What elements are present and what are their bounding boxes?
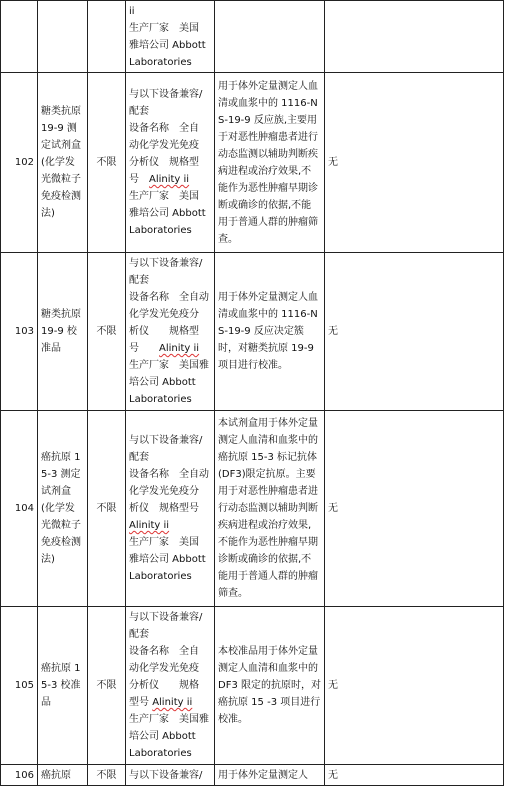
intended-use bbox=[215, 1, 325, 73]
spec-model bbox=[88, 1, 126, 73]
device-line: ii bbox=[129, 5, 135, 17]
device-line: Alinity ii bbox=[129, 520, 170, 531]
device-line: Laboratories bbox=[129, 56, 192, 68]
table-row bbox=[1, 253, 504, 411]
device-compatibility bbox=[126, 253, 215, 411]
device-line: 析仪 规格型 bbox=[129, 326, 199, 337]
device-line: Laboratories bbox=[129, 394, 192, 405]
spec-model: 不限 bbox=[88, 253, 126, 411]
row-number: 106 bbox=[1, 765, 38, 786]
device-line: 与以下设备兼容/ bbox=[129, 612, 203, 623]
device-line: 与以下设备兼容/ bbox=[129, 89, 203, 100]
table-row bbox=[1, 607, 504, 765]
device-line: 与以下设备兼容/ bbox=[129, 769, 203, 781]
intended-use: 用于体外定量测定人血清或血浆中的 1116-NS-19-9 反应族,主要用于对恶性肿瘤患者进行动态监测以辅助判断疾病进程或治疗效果,不能作为恶性肿瘤早期诊断或确诊的依据,不能用于普通人群的肿瘤筛查。 bbox=[215, 73, 325, 253]
device-compatibility bbox=[126, 73, 215, 253]
row-number: 104 bbox=[1, 411, 38, 607]
device-line: 化学发光免疫分 bbox=[129, 309, 199, 320]
remark: 无 bbox=[325, 73, 504, 253]
row-number: 105 bbox=[1, 607, 38, 765]
device-line: 动化学发光免疫 bbox=[129, 140, 199, 151]
device-line: 配套 bbox=[129, 106, 149, 117]
device-compatibility bbox=[126, 1, 215, 73]
table-row bbox=[1, 765, 504, 786]
device-line: 设备名称 全自 bbox=[129, 646, 199, 657]
device-line: 生产厂家 美国 bbox=[129, 537, 199, 548]
device-line: 号 Alinity ii bbox=[129, 174, 190, 185]
spec-model: 不限 bbox=[88, 411, 126, 607]
device-line: 培公司 Abbott bbox=[129, 377, 196, 388]
device-line: 与以下设备兼容/ bbox=[129, 435, 203, 446]
device-line: 生产厂家 美国雅 bbox=[129, 714, 209, 725]
table-row bbox=[1, 411, 504, 607]
device-line: 分析仪 规格型 bbox=[129, 157, 199, 168]
device-line: 雅培公司 Abbott bbox=[129, 554, 206, 565]
device-line: 号 Alinity ii bbox=[129, 343, 200, 354]
device-line: 配套 bbox=[129, 275, 149, 286]
device-line: 生产厂家 美国雅 bbox=[129, 360, 209, 371]
device-line: 培公司 Abbott bbox=[129, 731, 196, 742]
product-name: 癌抗原 15-3 测定试剂盒(化学发光微粒子免疫检测法) bbox=[38, 411, 88, 607]
device-line: 配套 bbox=[129, 629, 149, 640]
row-number: 103 bbox=[1, 253, 38, 411]
device-line: 设备名称 全自 bbox=[129, 123, 199, 134]
device-line: Laboratories bbox=[129, 748, 192, 759]
product-name: 糖类抗原 19-9 校准品 bbox=[38, 253, 88, 411]
spec-model: 不限 bbox=[88, 607, 126, 765]
product-name: 糖类抗原 19-9 测定试剂盒(化学发光微粒子免疫检测法) bbox=[38, 73, 88, 253]
table-row bbox=[1, 73, 504, 253]
product-name: 癌抗原 15-3 校准品 bbox=[38, 607, 88, 765]
device-line: 与以下设备兼容/ bbox=[129, 258, 203, 269]
device-line: 生产厂家 美国 bbox=[129, 191, 199, 202]
product-name bbox=[38, 1, 88, 73]
device-compatibility bbox=[126, 607, 215, 765]
device-line: 化学发光免疫分 bbox=[129, 486, 199, 497]
device-line: 析仪 规格型号 bbox=[129, 503, 199, 514]
device-line: 雅培公司 Abbott bbox=[129, 39, 206, 51]
product-name: 癌抗原 bbox=[38, 765, 88, 786]
intended-use: 用于体外定量测定人血清或血浆中的 1116-NS-19-9 反应决定簇时，对糖类抗原 19-9 项目进行校准。 bbox=[215, 253, 325, 411]
device-line: Laboratories bbox=[129, 571, 192, 582]
device-compatibility bbox=[126, 411, 215, 607]
remark: 无 bbox=[325, 765, 504, 786]
device-compatibility bbox=[126, 765, 215, 786]
remark: 无 bbox=[325, 253, 504, 411]
intended-use: 本试剂盒用于体外定量测定人血清和血浆中的癌抗原 15-3 标记抗体(DF3)限定抗原。主要用于对恶性肿瘤患者进行动态监测以辅助判断疾病进程或治疗效果,不能作为恶性肿瘤早期诊断或确诊的依据,不能用于普通人群的肿瘤筛查。 bbox=[215, 411, 325, 607]
device-line: 型号 Alinity ii bbox=[129, 697, 193, 708]
remark: 无 bbox=[325, 607, 504, 765]
spec-model: 不限 bbox=[88, 765, 126, 786]
row-number: 102 bbox=[1, 73, 38, 253]
remark bbox=[325, 1, 504, 73]
device-line: 动化学发光免疫 bbox=[129, 663, 199, 674]
device-line: 设备名称 全自动 bbox=[129, 292, 209, 303]
device-line: 设备名称 全自动 bbox=[129, 469, 209, 480]
intended-use: 用于体外定量测定人 bbox=[215, 765, 325, 786]
device-line: Laboratories bbox=[129, 225, 192, 236]
table-body bbox=[1, 1, 504, 786]
spec-model: 不限 bbox=[88, 73, 126, 253]
device-line: 分析仪 规格 bbox=[129, 680, 199, 691]
device-line: 生产厂家 美国 bbox=[129, 22, 199, 34]
device-line: 雅培公司 Abbott bbox=[129, 208, 206, 219]
remark: 无 bbox=[325, 411, 504, 607]
device-line: 配套 bbox=[129, 452, 149, 463]
row-number bbox=[1, 1, 38, 73]
table-row bbox=[1, 1, 504, 73]
intended-use: 本校准品用于体外定量测定人血清和血浆中的 DF3 限定的抗原时，对癌抗原 15 -3 项目进行校准。 bbox=[215, 607, 325, 765]
